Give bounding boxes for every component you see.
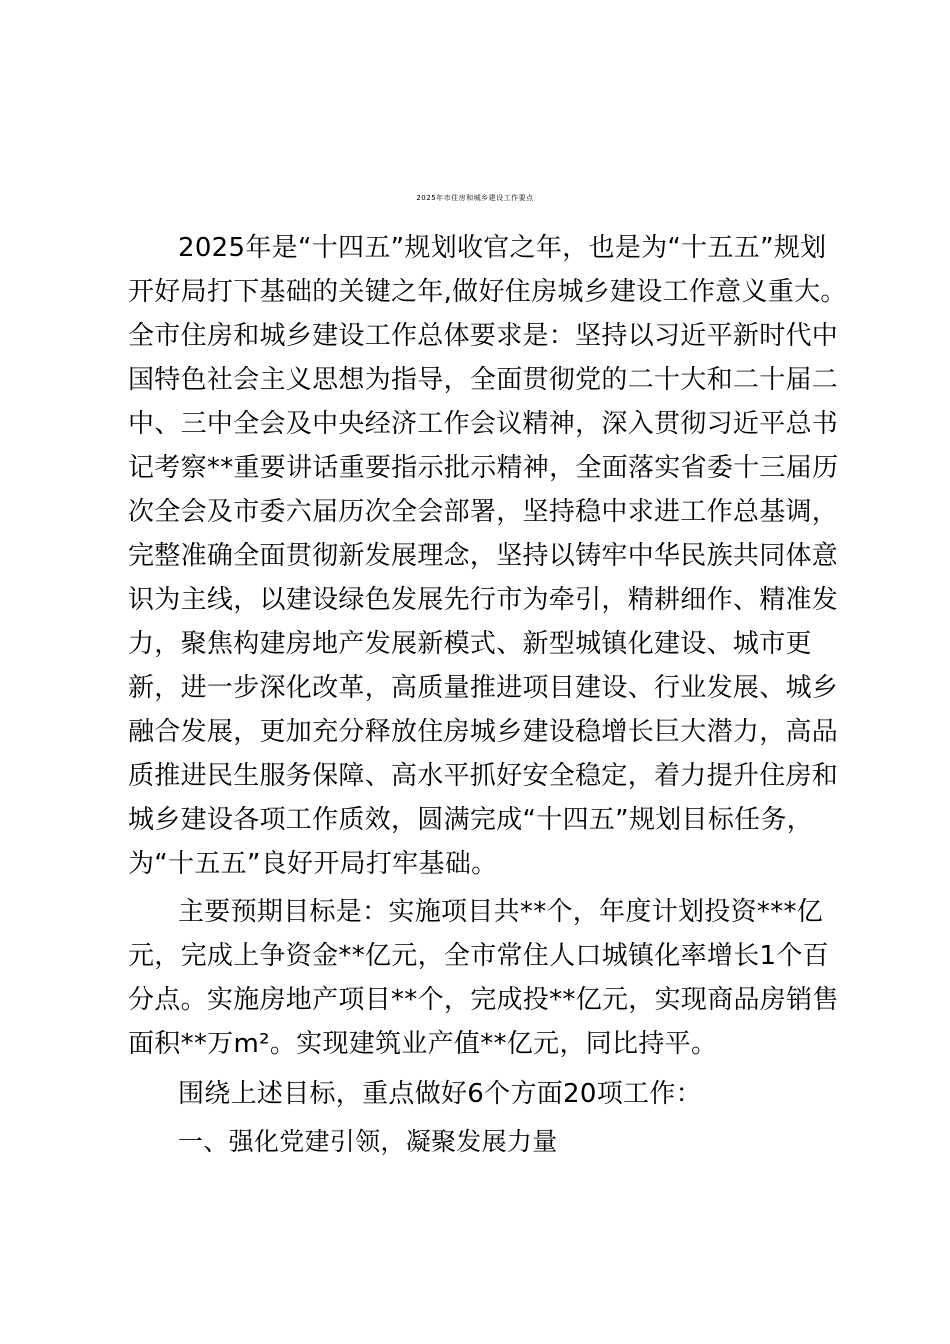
paragraph-line: 识为主线，以建设绿色发展先行市为牵引，精耕细作、精准发 bbox=[128, 585, 839, 615]
paragraph-line: 完整准确全面贯彻新发展理念，坚持以铸牢中华民族共同体意 bbox=[128, 541, 839, 571]
paragraph-line: 国特色社会主义思想为指导，全面贯彻党的二十大和二十届二 bbox=[128, 365, 839, 395]
paragraph-line: 为“十五五”良好开局打牢基础。 bbox=[128, 849, 498, 879]
paragraph-line: 分点。实施房地产项目**个，完成投**亿元，实现商品房销售 bbox=[128, 985, 839, 1015]
paragraph-line: 次全会及市委六届历次全会部署，坚持稳中求进工作总基调， bbox=[128, 497, 839, 527]
paragraph-line: 开好局打下基础的关键之年,做好住房城乡建设工作意义重大。 bbox=[128, 277, 847, 307]
paragraph-line: 2025年是“十四五”规划收官之年，也是为“十五五”规划 bbox=[178, 233, 827, 263]
paragraph-line: 新，进一步深化改革，高质量推进项目建设、行业发展、城乡 bbox=[128, 673, 839, 703]
paragraph-line: 面积**万m²。实现建筑业产值**亿元，同比持平。 bbox=[128, 1029, 718, 1059]
paragraph-line: 中、三中全会及中央经济工作会议精神，深入贯彻习近平总书 bbox=[128, 409, 839, 439]
paragraph-line: 全市住房和城乡建设工作总体要求是：坚持以习近平新时代中 bbox=[128, 321, 839, 351]
paragraph-line: 围绕上述目标，重点做好6个方面20项工作： bbox=[178, 1079, 702, 1109]
paragraph-line: 记考察**重要讲话重要指示批示精神，全面落实省委十三届历 bbox=[128, 453, 839, 483]
paragraph-line: 元，完成上争资金**亿元，全市常住人口城镇化率增长1个百 bbox=[128, 941, 829, 971]
paragraph-line: 城乡建设各项工作质效，圆满完成“十四五”规划目标任务， bbox=[128, 805, 814, 835]
paragraph-line: 质推进民生服务保障、高水平抓好安全稳定，着力提升住房和 bbox=[128, 761, 839, 791]
paragraph-line: 融合发展，更加充分释放住房城乡建设稳增长巨大潜力，高品 bbox=[128, 717, 839, 747]
paragraph-line: 主要预期目标是：实施项目共**个，年度计划投资***亿 bbox=[178, 897, 824, 927]
section-heading: 一、强化党建引领，凝聚发展力量 bbox=[178, 1127, 558, 1156]
paragraph-line: 力，聚焦构建房地产发展新模式、新型城镇化建设、城市更 bbox=[128, 629, 812, 659]
document-title: 2025年市住房和城乡建设工作要点 bbox=[416, 194, 534, 202]
